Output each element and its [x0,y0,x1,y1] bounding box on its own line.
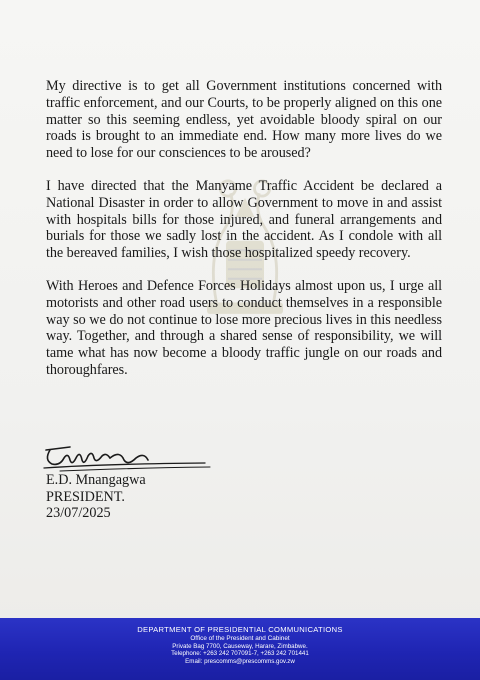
signatory-name: E.D. Mnangagwa [46,472,146,488]
letter-paragraph: With Heroes and Defence Forces Holidays almost upon us, I urge all motorists and other road users to conduct themselves in a responsible way so we do not continue to lose more precious lives in this needless way. Together, and through a shared sense of responsibility, we will tame what has now become a bloody traffic jungle on our roads and thoroughfares. [46,277,442,378]
footer-telephone: Telephone: +263 242 707091-7, +263 242 701441 [171,650,309,657]
footer-address: Private Bag 7700, Causeway, Harare, Zimbabwe. [172,642,308,650]
footer-office: Office of the President and Cabinet [190,635,290,642]
letter-paragraph: My directive is to get all Government institutions concerned with traffic enforcement, and our Courts, to be properly aligned on this one matter so this seeming endless, yet avoidable bloody spiral on our roads is brought to an immediate end. How many more lives do we need to lose for our consciences to be aroused? [46,78,442,162]
footer-department: DEPARTMENT OF PRESIDENTIAL COMMUNICATIONS [137,625,343,634]
signatory-block [46,472,146,522]
footer-email[interactable]: Email: prescomms@prescomms.gov.zw [185,657,295,665]
letter-date: 23/07/2025 [46,505,111,521]
signatory-title: PRESIDENT. [46,488,125,505]
letter-body [46,78,442,395]
letter-paragraph: I have directed that the Manyame Traffic Accident be declared a National Disaster in order to allow Government to move in and assist with hospitals bills for those injured, and funeral arrangements and burials for those we sadly lost in the accident. As I condole with all the bereaved families, I wish those hospitalized speedy recovery. [46,177,442,262]
letterhead-footer [0,618,480,680]
handwritten-signature-icon [40,438,215,474]
